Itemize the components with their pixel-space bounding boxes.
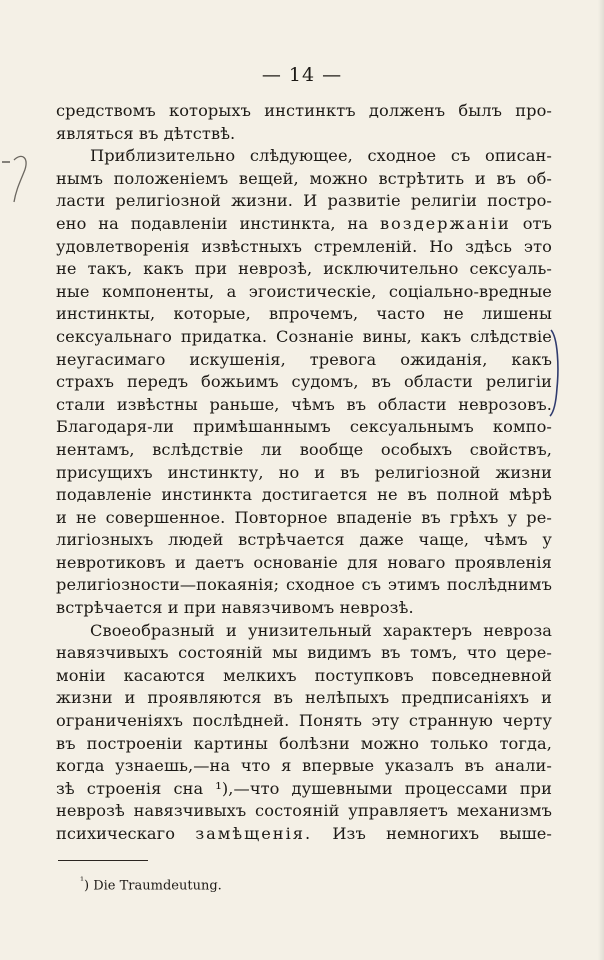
- text-line: Приблизительно слѣдующее, сходное съ описан-: [90, 146, 552, 166]
- text-line: и не совершенное. Повторное впаденіе въ грѣхъ у ре-: [56, 507, 552, 527]
- text-line: религіозности—покаянія; сходное съ этимъ послѣднимъ: [56, 575, 552, 595]
- footnote-marker: ¹: [80, 876, 85, 887]
- text-line: Благодаря-ли примѣшаннымъ сексуальнымъ компо-: [56, 417, 552, 437]
- text-line: нентамъ, вслѣдствіе ли вообще особыхъ свойствъ,: [56, 439, 552, 459]
- pencil-margin-mark: [0, 150, 40, 210]
- text-line: являться въ дѣтствѣ.: [56, 123, 236, 143]
- text-line: моніи касаются мелкихъ поступковъ повседневной: [56, 665, 552, 685]
- text-line: лигіозныхъ людей встрѣчается даже чаще, чѣмъ у: [56, 530, 552, 550]
- body-text: [56, 100, 552, 846]
- page-number: — 14 —: [261, 64, 343, 86]
- text-line: удовлетворенія извѣстныхъ стремленій. Но здѣсь это: [56, 236, 552, 256]
- text-line: подавленіе инстинкта достигается не въ полной мѣрѣ: [56, 485, 552, 505]
- spaced-emphasis: воздержаніи: [379, 213, 511, 233]
- footnote-text: ) Die Traumdeutung.: [84, 878, 222, 894]
- text-line: зѣ строенія сна ¹),—что душевными процессами при: [56, 778, 552, 798]
- page-edge-shadow: [598, 0, 604, 960]
- text-line: не такъ, какъ при неврозѣ, исключительно сексуаль-: [56, 259, 552, 279]
- footnote: [80, 876, 222, 893]
- text-line: когда узнаешь,—на что я впервые указалъ въ анали-: [56, 756, 552, 776]
- spaced-emphasis: замѣщенія.: [195, 824, 313, 843]
- text-line: неугасимаго искушенія, тревога ожиданія, какъ: [56, 349, 552, 369]
- text-line: жизни и проявляются въ нелѣпыхъ предписаніяхъ и: [56, 688, 552, 708]
- text-line: психическаго замѣщенія. Изъ немногихъ выше-: [56, 824, 552, 843]
- text-line: неврозѣ навязчивыхъ состояній управляетъ механизмъ: [56, 801, 552, 821]
- text-line: невротиковъ и даетъ основаніе для новаго проявленія: [56, 552, 552, 572]
- footnote-rule: [58, 860, 148, 861]
- text-line: ласти религіозной жизни. И развитіе религіи постро-: [56, 191, 552, 211]
- text-line: присущихъ инстинкту, но и въ религіозной жизни: [56, 462, 552, 482]
- text-line: Своеобразный и унизительный характеръ невроза: [90, 620, 552, 640]
- text-line: ено на подавленіи инстинкта, на воздержаніи отъ: [56, 213, 553, 233]
- text-line: страхъ передъ божьимъ судомъ, въ области религіи: [56, 372, 552, 392]
- text-line: сексуальнаго придатка. Сознаніе вины, какъ слѣдствіе: [56, 326, 552, 346]
- text-line: встрѣчается и при навязчивомъ неврозѣ.: [56, 598, 414, 618]
- text-line: въ построеніи картины болѣзни можно только тогда,: [56, 733, 552, 753]
- ink-margin-bracket: [548, 328, 564, 418]
- text-line: стали извѣстны раньше, чѣмъ въ области неврозовъ.: [56, 394, 552, 414]
- text-line: навязчивыхъ состояній мы видимъ въ томъ, что цере-: [56, 643, 552, 663]
- text-line: средствомъ которыхъ инстинктъ долженъ былъ про-: [56, 101, 552, 120]
- text-line: ные компоненты, а эгоистическіе, соціально-вредные: [56, 281, 552, 301]
- text-line: нымъ положеніемъ вещей, можно встрѣтить и въ об-: [56, 168, 552, 188]
- text-line: ограниченіяхъ послѣдней. Понять эту странную черту: [56, 711, 552, 731]
- text-line: инстинкты, которые, впрочемъ, часто не лишены: [56, 304, 552, 324]
